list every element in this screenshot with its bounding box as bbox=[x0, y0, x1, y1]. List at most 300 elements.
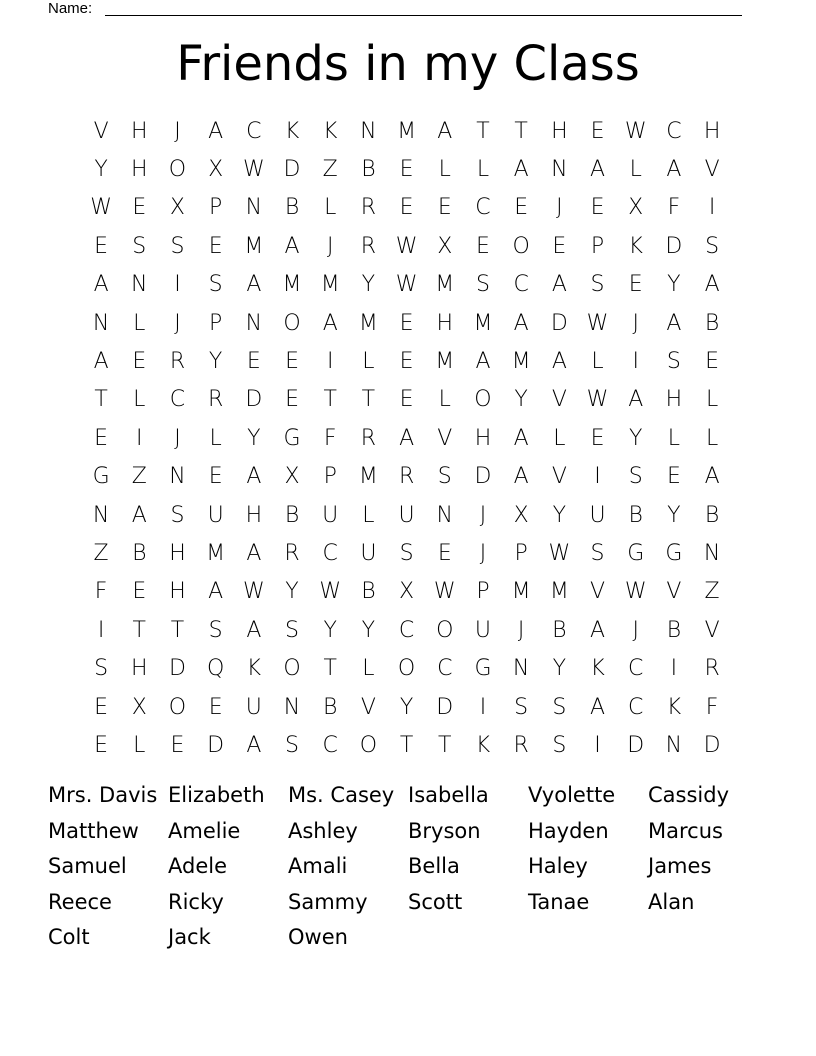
grid-letter[interactable]: S bbox=[132, 233, 147, 259]
grid-letter[interactable]: N bbox=[551, 157, 568, 183]
grid-letter[interactable]: K bbox=[475, 732, 491, 758]
grid-letter[interactable]: U bbox=[322, 502, 339, 528]
grid-letter[interactable]: E bbox=[132, 579, 147, 605]
grid-letter[interactable]: Y bbox=[514, 387, 528, 413]
grid-letter[interactable]: L bbox=[629, 157, 642, 183]
grid-letter[interactable]: Y bbox=[667, 502, 681, 528]
grid-letter[interactable]: X bbox=[437, 233, 453, 259]
grid-letter[interactable]: T bbox=[170, 617, 185, 643]
grid-letter[interactable]: A bbox=[551, 349, 567, 375]
word-list-item: Haley bbox=[528, 854, 588, 878]
grid-letter[interactable]: A bbox=[704, 464, 720, 490]
grid-letter[interactable]: O bbox=[474, 387, 492, 413]
grid-letter[interactable]: A bbox=[666, 310, 682, 336]
grid-letter[interactable]: P bbox=[476, 579, 490, 605]
grid-letter[interactable]: B bbox=[628, 502, 643, 528]
grid-letter[interactable]: A bbox=[513, 425, 529, 451]
grid-letter[interactable]: H bbox=[169, 540, 186, 566]
grid-letter[interactable]: L bbox=[362, 349, 375, 375]
grid-letter[interactable]: I bbox=[708, 195, 716, 221]
grid-letter[interactable]: R bbox=[360, 425, 377, 451]
grid-letter[interactable]: H bbox=[474, 425, 492, 451]
grid-letter[interactable]: M bbox=[511, 349, 531, 375]
grid-letter[interactable]: L bbox=[362, 656, 375, 682]
grid-letter[interactable]: S bbox=[666, 349, 681, 375]
grid-letter[interactable]: T bbox=[438, 732, 452, 758]
grid-letter[interactable]: N bbox=[92, 502, 110, 528]
grid-letter[interactable]: W bbox=[395, 233, 418, 259]
grid-letter[interactable]: M bbox=[320, 272, 340, 298]
grid-letter[interactable]: L bbox=[438, 387, 451, 413]
grid-letter[interactable]: A bbox=[437, 118, 453, 144]
grid-letter[interactable]: D bbox=[550, 310, 568, 336]
grid-letter[interactable]: P bbox=[514, 540, 528, 566]
grid-letter[interactable]: E bbox=[94, 233, 109, 259]
grid-letter[interactable]: S bbox=[628, 464, 643, 490]
grid-letter[interactable]: W bbox=[624, 118, 647, 144]
grid-letter[interactable]: A bbox=[590, 617, 606, 643]
grid-letter[interactable]: L bbox=[133, 732, 146, 758]
grid-letter[interactable]: R bbox=[513, 732, 529, 758]
grid-letter[interactable]: M bbox=[358, 310, 378, 336]
grid-letter[interactable]: G bbox=[474, 656, 492, 682]
grid-letter[interactable]: A bbox=[246, 464, 262, 490]
grid-letter[interactable]: L bbox=[705, 425, 719, 451]
grid-letter[interactable]: D bbox=[283, 157, 301, 183]
grid-letter[interactable]: T bbox=[132, 617, 146, 643]
grid-letter[interactable]: W bbox=[433, 579, 456, 605]
grid-letter[interactable]: K bbox=[284, 118, 300, 144]
grid-letter[interactable]: S bbox=[705, 233, 720, 259]
grid-letter[interactable]: W bbox=[90, 195, 112, 221]
grid-letter[interactable]: X bbox=[169, 195, 185, 221]
grid-letter[interactable]: C bbox=[513, 272, 529, 298]
grid-letter[interactable]: N bbox=[360, 118, 377, 144]
grid-letter[interactable]: A bbox=[246, 272, 262, 298]
grid-letter[interactable]: P bbox=[590, 233, 605, 259]
grid-letter[interactable]: O bbox=[168, 157, 187, 183]
grid-letter[interactable]: B bbox=[132, 540, 147, 566]
grid-letter[interactable]: X bbox=[131, 694, 147, 720]
grid-letter[interactable]: M bbox=[358, 464, 378, 490]
grid-letter[interactable]: E bbox=[170, 732, 185, 758]
grid-letter[interactable]: R bbox=[360, 195, 377, 221]
grid-letter[interactable]: W bbox=[242, 157, 265, 183]
grid-letter[interactable]: V bbox=[590, 579, 606, 605]
grid-letter[interactable]: N bbox=[92, 310, 110, 336]
grid-letter[interactable]: C bbox=[322, 732, 338, 758]
grid-letter[interactable]: W bbox=[395, 272, 418, 298]
grid-letter[interactable]: H bbox=[245, 502, 263, 528]
grid-letter[interactable]: E bbox=[590, 195, 605, 221]
grid-letter[interactable]: R bbox=[284, 540, 300, 566]
grid-letter[interactable]: S bbox=[590, 272, 605, 298]
word-list-item: Elizabeth bbox=[168, 783, 265, 807]
grid-letter[interactable]: B bbox=[284, 195, 300, 221]
grid-letter[interactable]: Y bbox=[667, 272, 681, 298]
grid-letter[interactable]: J bbox=[174, 310, 181, 336]
grid-letter[interactable]: H bbox=[131, 157, 148, 183]
word-list-item: Alan bbox=[648, 889, 695, 914]
grid-letter[interactable]: E bbox=[132, 349, 147, 375]
grid-letter[interactable]: J bbox=[174, 118, 181, 144]
grid-letter[interactable]: E bbox=[399, 157, 414, 183]
grid-letter[interactable]: D bbox=[207, 732, 225, 758]
grid-letter[interactable]: Z bbox=[704, 579, 720, 605]
grid-letter[interactable]: D bbox=[665, 233, 683, 259]
grid-letter[interactable]: C bbox=[628, 656, 644, 682]
grid-letter[interactable]: P bbox=[209, 195, 223, 221]
grid-letter[interactable]: S bbox=[475, 272, 490, 298]
grid-letter[interactable]: H bbox=[665, 387, 683, 413]
word-list-item: Adele bbox=[168, 854, 228, 878]
grid-letter[interactable]: J bbox=[556, 195, 563, 221]
grid-letter[interactable]: H bbox=[169, 579, 186, 605]
grid-letter[interactable]: E bbox=[514, 195, 529, 221]
grid-letter[interactable]: E bbox=[246, 349, 261, 375]
grid-letter[interactable]: L bbox=[133, 310, 146, 336]
grid-letter[interactable]: V bbox=[704, 617, 720, 643]
grid-letter[interactable]: M bbox=[206, 540, 226, 566]
grid-letter[interactable]: G bbox=[92, 464, 110, 490]
grid-letter[interactable]: V bbox=[704, 157, 720, 183]
grid-letter[interactable]: T bbox=[476, 118, 490, 144]
grid-letter[interactable]: Z bbox=[322, 157, 338, 183]
grid-letter[interactable]: L bbox=[209, 425, 222, 451]
grid-letter[interactable]: O bbox=[359, 732, 378, 758]
grid-letter[interactable]: N bbox=[245, 195, 263, 221]
grid-letter[interactable]: Y bbox=[208, 349, 223, 375]
grid-letter[interactable]: U bbox=[589, 502, 606, 528]
grid-letter[interactable]: A bbox=[475, 349, 491, 375]
grid-letter[interactable]: F bbox=[94, 579, 108, 605]
grid-letter[interactable]: M bbox=[282, 272, 302, 298]
grid-letter[interactable]: E bbox=[666, 464, 681, 490]
grid-letter[interactable]: E bbox=[628, 272, 643, 298]
grid-letter[interactable]: N bbox=[169, 464, 186, 490]
grid-letter[interactable]: A bbox=[513, 157, 529, 183]
grid-letter[interactable]: S bbox=[208, 272, 223, 298]
grid-letter[interactable]: G bbox=[283, 425, 301, 451]
grid-letter[interactable]: M bbox=[435, 272, 455, 298]
grid-letter[interactable]: W bbox=[548, 540, 571, 566]
grid-letter[interactable]: E bbox=[399, 349, 414, 375]
grid-letter[interactable]: X bbox=[284, 464, 300, 490]
grid-letter[interactable]: M bbox=[397, 118, 417, 144]
grid-letter[interactable]: V bbox=[551, 464, 567, 490]
grid-letter[interactable]: U bbox=[360, 540, 377, 566]
grid-letter[interactable]: C bbox=[398, 617, 415, 643]
grid-letter[interactable]: B bbox=[704, 502, 720, 528]
grid-letter[interactable]: R bbox=[208, 387, 224, 413]
grid-letter[interactable]: V bbox=[666, 579, 682, 605]
grid-letter[interactable]: S bbox=[552, 694, 567, 720]
grid-letter[interactable]: E bbox=[705, 349, 720, 375]
grid-letter[interactable]: Y bbox=[323, 617, 337, 643]
grid-letter[interactable]: L bbox=[476, 157, 490, 183]
grid-letter[interactable]: S bbox=[170, 502, 185, 528]
grid-letter[interactable]: S bbox=[285, 732, 300, 758]
grid-letter[interactable]: B bbox=[361, 579, 376, 605]
grid-letter[interactable]: A bbox=[208, 579, 224, 605]
grid-letter[interactable]: N bbox=[703, 540, 721, 566]
grid-letter[interactable]: A bbox=[131, 502, 147, 528]
grid-letter[interactable]: M bbox=[511, 579, 531, 605]
grid-letter[interactable]: N bbox=[436, 502, 454, 528]
grid-letter[interactable]: X bbox=[628, 195, 644, 221]
grid-letter[interactable]: P bbox=[323, 464, 337, 490]
grid-letter[interactable]: E bbox=[399, 195, 414, 221]
grid-letter[interactable]: E bbox=[590, 118, 605, 144]
grid-letter[interactable]: D bbox=[245, 387, 263, 413]
grid-letter[interactable]: L bbox=[362, 502, 375, 528]
grid-letter[interactable]: O bbox=[168, 694, 187, 720]
word-list-item: Isabella bbox=[408, 783, 489, 807]
grid-letter[interactable]: Y bbox=[361, 617, 376, 643]
grid-letter[interactable]: A bbox=[246, 732, 262, 758]
grid-letter[interactable]: V bbox=[437, 425, 453, 451]
grid-letter[interactable]: Y bbox=[94, 157, 108, 183]
grid-letter[interactable]: V bbox=[360, 694, 376, 720]
grid-letter[interactable]: H bbox=[551, 118, 568, 144]
grid-letter[interactable]: N bbox=[512, 656, 530, 682]
grid-letter[interactable]: A bbox=[322, 310, 338, 336]
grid-letter[interactable]: G bbox=[627, 540, 645, 566]
grid-letter[interactable]: C bbox=[475, 195, 491, 221]
grid-letter[interactable]: W bbox=[624, 579, 647, 605]
grid-letter[interactable]: A bbox=[666, 157, 682, 183]
grid-letter[interactable]: B bbox=[284, 502, 300, 528]
grid-letter[interactable]: K bbox=[246, 656, 262, 682]
grid-letter[interactable]: K bbox=[323, 118, 338, 144]
letter-grid bbox=[82, 112, 731, 765]
name-label: Name: bbox=[48, 0, 93, 17]
grid-letter[interactable]: R bbox=[169, 349, 186, 375]
grid-letter[interactable]: P bbox=[209, 310, 223, 336]
grid-letter[interactable]: L bbox=[705, 387, 719, 413]
grid-letter[interactable]: B bbox=[361, 157, 376, 183]
grid-letter[interactable]: J bbox=[479, 502, 487, 528]
grid-letter[interactable]: W bbox=[319, 579, 342, 605]
grid-letter[interactable]: F bbox=[705, 694, 719, 720]
grid-letter[interactable]: J bbox=[632, 617, 639, 643]
grid-letter[interactable]: H bbox=[131, 656, 148, 682]
grid-letter[interactable]: C bbox=[322, 540, 338, 566]
grid-letter[interactable]: O bbox=[436, 617, 454, 643]
grid-letter[interactable]: A bbox=[628, 387, 644, 413]
grid-letter[interactable]: E bbox=[399, 310, 414, 336]
grid-letter[interactable]: D bbox=[627, 732, 645, 758]
grid-letter[interactable]: F bbox=[667, 195, 681, 221]
grid-letter[interactable]: T bbox=[514, 118, 528, 144]
grid-letter[interactable]: X bbox=[208, 157, 224, 183]
grid-letter[interactable]: E bbox=[437, 540, 452, 566]
grid-letter[interactable]: M bbox=[435, 349, 455, 375]
grid-letter[interactable]: I bbox=[174, 272, 181, 298]
grid-letter[interactable]: T bbox=[323, 656, 337, 682]
grid-letter[interactable]: N bbox=[245, 310, 263, 336]
grid-letter[interactable]: S bbox=[590, 540, 605, 566]
grid-letter[interactable]: Y bbox=[399, 694, 414, 720]
word-list-item: Reece bbox=[48, 889, 112, 914]
grid-letter[interactable]: U bbox=[398, 502, 415, 528]
grid-letter[interactable]: I bbox=[97, 617, 105, 643]
grid-letter[interactable]: L bbox=[553, 425, 566, 451]
grid-letter[interactable]: R bbox=[398, 464, 415, 490]
grid-letter[interactable]: E bbox=[94, 732, 109, 758]
grid-letter[interactable]: U bbox=[245, 694, 262, 720]
grid-letter[interactable]: O bbox=[512, 233, 530, 259]
grid-letter[interactable]: A bbox=[246, 617, 262, 643]
grid-letter[interactable]: H bbox=[131, 118, 148, 144]
grid-letter[interactable]: E bbox=[94, 425, 109, 451]
grid-letter[interactable]: K bbox=[666, 694, 682, 720]
grid-letter[interactable]: A bbox=[246, 540, 262, 566]
grid-letter[interactable]: X bbox=[399, 579, 415, 605]
grid-letter[interactable]: B bbox=[323, 694, 338, 720]
grid-letter[interactable]: A bbox=[93, 272, 109, 298]
grid-letter[interactable]: Y bbox=[247, 425, 261, 451]
grid-letter[interactable]: O bbox=[283, 656, 301, 682]
grid-letter[interactable]: I bbox=[479, 694, 487, 720]
grid-letter[interactable]: L bbox=[324, 195, 337, 221]
grid-letter[interactable]: I bbox=[136, 425, 143, 451]
grid-letter[interactable]: Y bbox=[361, 272, 376, 298]
grid-letter[interactable]: H bbox=[703, 118, 721, 144]
grid-letter[interactable]: E bbox=[208, 464, 223, 490]
grid-letter[interactable]: S bbox=[514, 694, 529, 720]
grid-letter[interactable]: V bbox=[93, 118, 109, 144]
grid-letter[interactable]: E bbox=[285, 349, 299, 375]
grid-letter[interactable]: U bbox=[207, 502, 224, 528]
grid-letter[interactable]: D bbox=[436, 694, 454, 720]
grid-letter[interactable]: W bbox=[242, 579, 265, 605]
grid-letter[interactable]: J bbox=[174, 425, 181, 451]
grid-letter[interactable]: A bbox=[513, 464, 529, 490]
grid-letter[interactable]: S bbox=[285, 617, 300, 643]
grid-letter[interactable]: N bbox=[131, 272, 148, 298]
grid-letter[interactable]: C bbox=[169, 387, 186, 413]
grid-letter[interactable]: A bbox=[590, 157, 606, 183]
grid-letter[interactable]: E bbox=[476, 233, 490, 259]
grid-letter[interactable]: I bbox=[326, 349, 334, 375]
grid-letter[interactable]: G bbox=[665, 540, 683, 566]
grid-letter[interactable]: L bbox=[591, 349, 604, 375]
grid-letter[interactable]: M bbox=[549, 579, 569, 605]
grid-letter[interactable]: I bbox=[632, 349, 639, 375]
grid-letter[interactable]: E bbox=[285, 387, 299, 413]
grid-letter[interactable]: A bbox=[399, 425, 415, 451]
grid-letter[interactable]: E bbox=[208, 694, 223, 720]
grid-letter[interactable]: E bbox=[132, 195, 147, 221]
grid-letter[interactable]: Z bbox=[93, 540, 109, 566]
grid-letter[interactable]: E bbox=[94, 694, 109, 720]
grid-letter[interactable]: Y bbox=[628, 425, 643, 451]
grid-letter[interactable]: O bbox=[397, 656, 416, 682]
grid-letter[interactable]: M bbox=[473, 310, 493, 336]
grid-letter[interactable]: T bbox=[94, 387, 108, 413]
grid-letter[interactable]: F bbox=[323, 425, 337, 451]
grid-letter[interactable]: D bbox=[703, 732, 721, 758]
grid-letter[interactable]: Y bbox=[552, 502, 567, 528]
grid-letter[interactable]: J bbox=[517, 617, 525, 643]
word-list-item: Amali bbox=[288, 854, 348, 878]
grid-letter[interactable]: E bbox=[552, 233, 567, 259]
grid-letter[interactable]: J bbox=[479, 540, 487, 566]
grid-letter[interactable]: S bbox=[94, 656, 109, 682]
grid-letter[interactable]: I bbox=[594, 464, 601, 490]
grid-letter[interactable]: K bbox=[628, 233, 643, 259]
grid-letter[interactable]: X bbox=[513, 502, 529, 528]
grid-letter[interactable]: E bbox=[590, 425, 605, 451]
grid-letter[interactable]: Y bbox=[285, 579, 299, 605]
grid-letter[interactable]: C bbox=[246, 118, 262, 144]
grid-letter[interactable]: E bbox=[208, 233, 223, 259]
grid-letter[interactable]: S bbox=[552, 732, 567, 758]
grid-letter[interactable]: A bbox=[551, 272, 567, 298]
grid-letter[interactable]: S bbox=[170, 233, 185, 259]
grid-letter[interactable]: S bbox=[399, 540, 414, 566]
grid-letter[interactable]: A bbox=[513, 310, 529, 336]
grid-letter[interactable]: I bbox=[670, 656, 678, 682]
grid-letter[interactable]: C bbox=[666, 118, 682, 144]
grid-letter[interactable]: H bbox=[436, 310, 454, 336]
grid-letter[interactable]: U bbox=[474, 617, 492, 643]
grid-letter[interactable]: L bbox=[133, 387, 146, 413]
grid-letter[interactable]: A bbox=[284, 233, 300, 259]
name-field[interactable] bbox=[48, 0, 742, 18]
grid-letter[interactable]: B bbox=[552, 617, 567, 643]
grid-letter[interactable]: Y bbox=[552, 656, 567, 682]
grid-letter[interactable]: T bbox=[323, 387, 337, 413]
grid-letter[interactable]: N bbox=[665, 732, 683, 758]
grid-letter[interactable]: A bbox=[208, 118, 224, 144]
grid-letter[interactable]: C bbox=[628, 694, 644, 720]
grid-letter[interactable]: D bbox=[168, 656, 186, 682]
grid-letter[interactable]: S bbox=[437, 464, 452, 490]
grid-letter[interactable]: W bbox=[586, 387, 609, 413]
grid-letter[interactable]: A bbox=[704, 272, 720, 298]
grid-letter[interactable]: V bbox=[551, 387, 567, 413]
grid-letter[interactable]: J bbox=[632, 310, 639, 336]
grid-letter[interactable]: M bbox=[244, 233, 264, 259]
grid-letter[interactable]: I bbox=[594, 732, 601, 758]
grid-letter[interactable]: A bbox=[93, 349, 109, 375]
grid-letter[interactable]: N bbox=[283, 694, 301, 720]
word-list-item: Amelie bbox=[168, 818, 241, 843]
grid-letter[interactable]: A bbox=[590, 694, 606, 720]
grid-letter[interactable]: B bbox=[666, 617, 682, 643]
grid-letter[interactable]: O bbox=[283, 310, 301, 336]
grid-letter[interactable]: E bbox=[399, 387, 414, 413]
grid-letter[interactable]: K bbox=[590, 656, 605, 682]
grid-letter[interactable]: L bbox=[667, 425, 681, 451]
grid-letter[interactable]: R bbox=[704, 656, 720, 682]
grid-letter[interactable]: Z bbox=[131, 464, 147, 490]
grid-letter[interactable]: J bbox=[326, 233, 334, 259]
grid-letter[interactable]: Q bbox=[206, 656, 225, 682]
grid-letter[interactable]: W bbox=[586, 310, 609, 336]
grid-letter[interactable]: E bbox=[437, 195, 452, 221]
grid-letter[interactable]: T bbox=[361, 387, 376, 413]
grid-letter[interactable]: S bbox=[208, 617, 223, 643]
grid-letter[interactable]: D bbox=[474, 464, 492, 490]
grid-letter[interactable]: R bbox=[360, 233, 377, 259]
grid-letter[interactable]: C bbox=[437, 656, 453, 682]
grid-letter[interactable]: B bbox=[704, 310, 720, 336]
grid-letter[interactable]: L bbox=[438, 157, 451, 183]
grid-letter[interactable]: T bbox=[399, 732, 414, 758]
